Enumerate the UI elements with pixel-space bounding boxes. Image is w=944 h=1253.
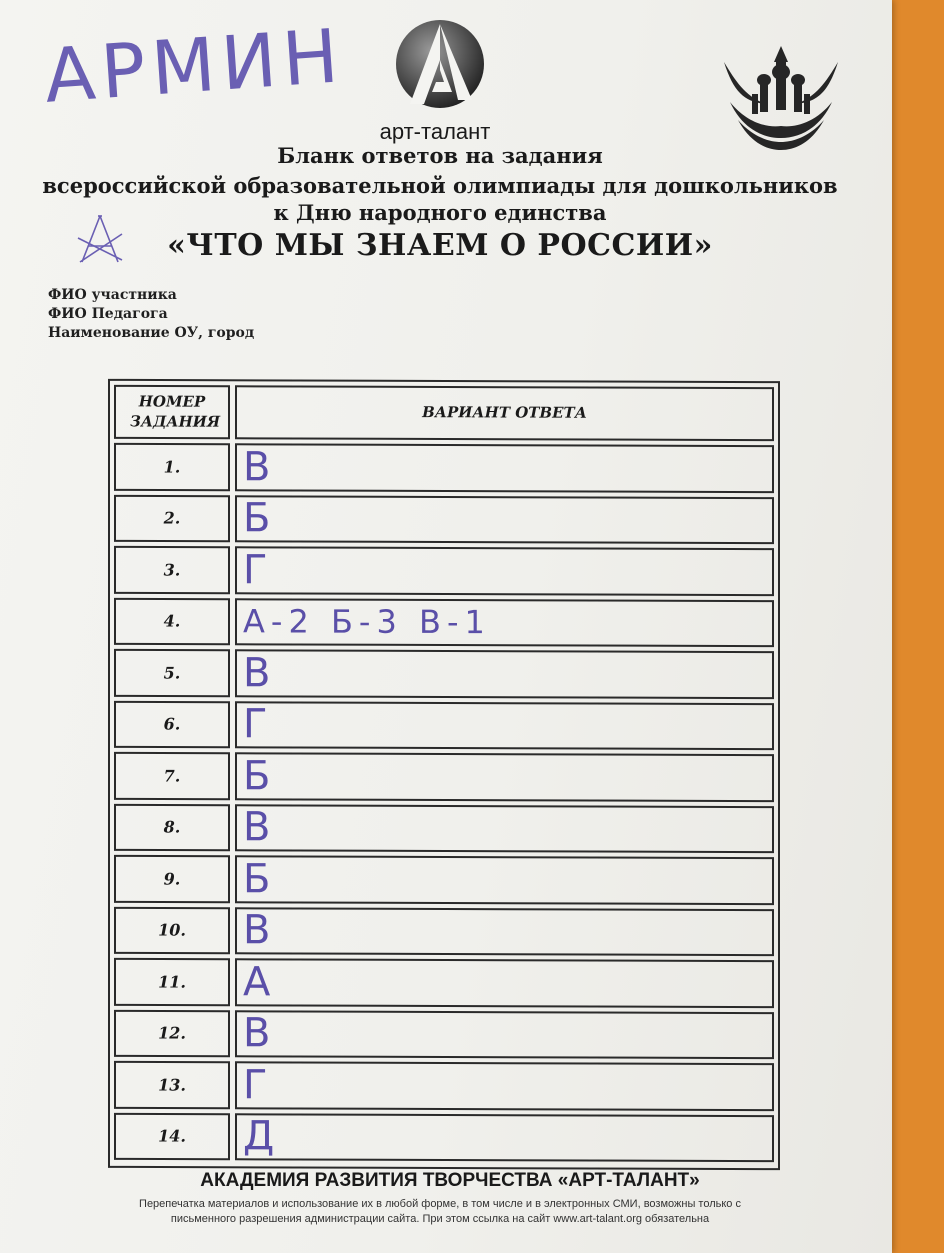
task-number-cell xyxy=(114,546,230,594)
task-number-cell xyxy=(114,597,230,645)
table-row xyxy=(114,494,774,544)
task-number-cell xyxy=(114,1009,230,1057)
table-row xyxy=(114,906,774,956)
header-number: НОМЕР ЗАДАНИЯ xyxy=(130,392,221,431)
task-number: 11. xyxy=(158,972,186,992)
table-header-row xyxy=(114,385,774,441)
task-number: 9. xyxy=(163,869,181,889)
title-line-3: к Дню народного единства xyxy=(273,200,607,225)
task-number: 4. xyxy=(163,611,181,631)
table-row xyxy=(114,546,774,596)
task-number: 7. xyxy=(163,766,181,786)
answer-cell xyxy=(235,1010,774,1059)
task-number: 14. xyxy=(158,1126,186,1146)
handwritten-answer: Б xyxy=(243,856,273,903)
task-number-cell xyxy=(114,700,230,748)
task-number: 8. xyxy=(163,817,181,837)
task-number-cell xyxy=(114,752,230,800)
answer-cell xyxy=(235,495,774,544)
answer-cell xyxy=(235,1113,774,1162)
table-row xyxy=(114,1061,774,1111)
task-number: 13. xyxy=(158,1075,186,1095)
handwritten-answer: В xyxy=(243,1010,273,1057)
answer-cell xyxy=(235,649,774,698)
handwritten-answer: Б xyxy=(243,753,273,800)
answer-cell xyxy=(235,855,774,904)
participant-name-label: ФИО участника xyxy=(48,287,177,303)
title-line-1: Бланк ответов на задания xyxy=(277,143,603,168)
answer-table xyxy=(108,379,780,1170)
answer-cell xyxy=(235,752,774,801)
handwritten-name: АРМИН xyxy=(41,13,347,120)
handwritten-answer: Г xyxy=(243,701,270,748)
handwritten-answer: В xyxy=(243,650,273,697)
task-number: 5. xyxy=(163,663,181,683)
task-number-cell xyxy=(114,855,230,903)
title-line-2: всероссийской образовательной олимпиады для дошкольников xyxy=(42,173,838,198)
handwritten-answer: Г xyxy=(243,1062,270,1109)
table-row xyxy=(114,1009,774,1059)
footer-note-line-1: Перепечатка материалов и использование их в любой форме, в том числе и в электронных СМИ, возможны только с xyxy=(139,1198,741,1210)
task-number-cell xyxy=(114,906,230,954)
table-row xyxy=(114,597,774,647)
table-row xyxy=(114,700,774,750)
handwritten-answer: Г xyxy=(243,547,270,594)
handwritten-answer: А xyxy=(243,959,273,1006)
task-number-cell xyxy=(114,1112,230,1160)
table-row xyxy=(114,443,774,493)
handwritten-answer: Д xyxy=(243,1113,277,1160)
answer-cell xyxy=(235,958,774,1007)
art-talant-logo-icon xyxy=(392,12,488,112)
brand-name: арт-талант xyxy=(379,119,491,144)
table-row xyxy=(114,1112,774,1162)
task-number: 3. xyxy=(163,560,181,580)
table-row xyxy=(114,649,774,699)
task-number-cell xyxy=(114,443,230,491)
answer-cell xyxy=(235,804,774,853)
answer-cell xyxy=(235,701,774,750)
answer-cell xyxy=(235,443,774,492)
task-number: 1. xyxy=(163,457,181,477)
task-number-cell xyxy=(114,1061,230,1109)
page-title: «ЧТО МЫ ЗНАЕМ О РОССИИ» xyxy=(167,228,713,263)
footer-title: АКАДЕМИЯ РАЗВИТИЯ ТВОРЧЕСТВА «АРТ-ТАЛАНТ» xyxy=(200,1170,700,1191)
table-row xyxy=(114,803,774,853)
table-row xyxy=(114,752,774,802)
task-number: 6. xyxy=(163,714,181,734)
handwritten-answer: В xyxy=(243,907,273,954)
answer-cell xyxy=(235,598,774,647)
answer-cell xyxy=(235,546,774,595)
task-number: 2. xyxy=(163,508,181,528)
task-number: 12. xyxy=(158,1023,186,1043)
task-number: 10. xyxy=(158,920,186,940)
task-number-cell xyxy=(114,803,230,851)
table-row xyxy=(114,855,774,905)
header-number-cell xyxy=(114,385,230,439)
handwritten-answer: Б xyxy=(243,495,273,542)
school-city-label: Наименование ОУ, город xyxy=(48,325,255,341)
footer-note-line-2: письменного разрешения администрации сайта. При этом ссылка на сайт www.art-talant.org обязательна xyxy=(170,1213,710,1225)
answer-cell xyxy=(235,907,774,956)
task-number-cell xyxy=(114,649,230,697)
answer-cell xyxy=(235,1061,774,1110)
header-answer-cell xyxy=(235,385,774,441)
teacher-name-label: ФИО Педагога xyxy=(48,306,168,322)
handwritten-answer: В xyxy=(243,444,273,491)
handwritten-answer: А-2 Б-3 В-1 xyxy=(243,602,491,642)
handwritten-answer: В xyxy=(243,804,273,851)
table-row xyxy=(114,958,774,1008)
header-answer: ВАРИАНТ ОТВЕТА xyxy=(422,403,587,422)
task-number-cell xyxy=(114,494,230,542)
task-number-cell xyxy=(114,958,230,1006)
